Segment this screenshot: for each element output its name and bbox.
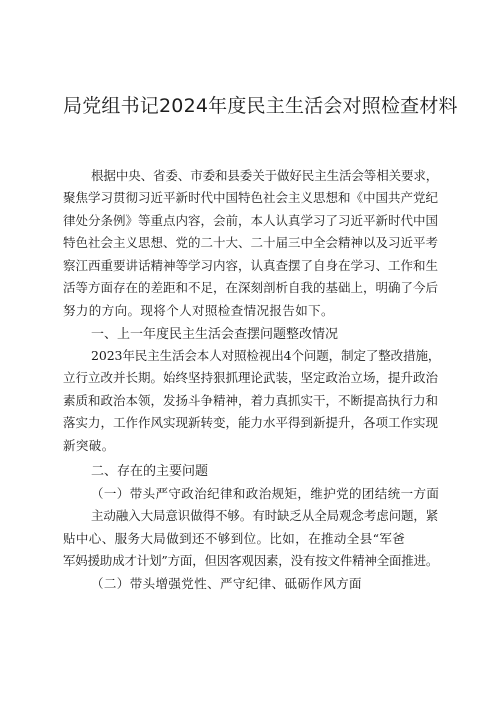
section1-line: 2023年民主生活会本人对照检视出4个问题，制定了整改措施， (91, 348, 441, 363)
intro-line: 特色社会主义思想、党的二十大、二十届三中全会精神以及习近平考 (63, 235, 439, 250)
sub1-line: 主动融入大局意识做得不够。有时缺乏从全局观念考虑问题，紧 (91, 508, 439, 523)
subsection-heading: （二）带头增强党性、严守纪律、砥砺作风方面 (91, 576, 362, 591)
section1-line: 立行立改并长期。始终坚持狠抓理论武装，坚定政治立场，提升政治 (63, 370, 439, 385)
intro-line: 聚焦学习贯彻习近平新时代中国特色社会主义思想和《中国共产党纪 (63, 190, 439, 205)
intro-line: 察江西重要讲话精神等学习内容，认真查摆了自身在学习、工作和生 (63, 258, 439, 273)
intro-line: 根据中央、省委、市委和县委关于做好民主生活会等相关要求， (91, 168, 439, 183)
sub1-line: 贴中心、服务大局做到还不够到位。比如，在推动全县“军爸 (63, 531, 406, 546)
intro-line: 律处分条例》等重点内容，会前，本人认真学习了习近平新时代中国 (63, 213, 439, 228)
section-heading: 二、存在的主要问题 (91, 464, 209, 479)
section1-line: 新突破。 (63, 438, 115, 453)
section1-line: 素质和政治本领，发扬斗争精神，着力真抓实干，不断提高执行力和 (63, 393, 439, 408)
document-title: 局党组书记2024年度民主生活会对照检查材料 (63, 95, 458, 117)
intro-line: 活等方面存在的差距和不足，在深刻剖析自我的基础上，明确了今后 (63, 280, 439, 295)
subsection-heading: （一）带头严守政治纪律和政治规矩，维护党的团结统一方面 (91, 486, 440, 501)
section1-line: 落实力，工作作风实现新转变，能力水平得到新提升，各项工作实现 (63, 415, 439, 430)
sub1-line: 军妈援助成才计划”方面，但因客观因素，没有按文件精神全面推进。 (63, 553, 439, 568)
intro-line: 努力的方向。现将个人对照检查情况报告如下。 (63, 303, 334, 318)
section-heading: 一、上一年度民主生活会查摆问题整改情况 (91, 327, 339, 342)
